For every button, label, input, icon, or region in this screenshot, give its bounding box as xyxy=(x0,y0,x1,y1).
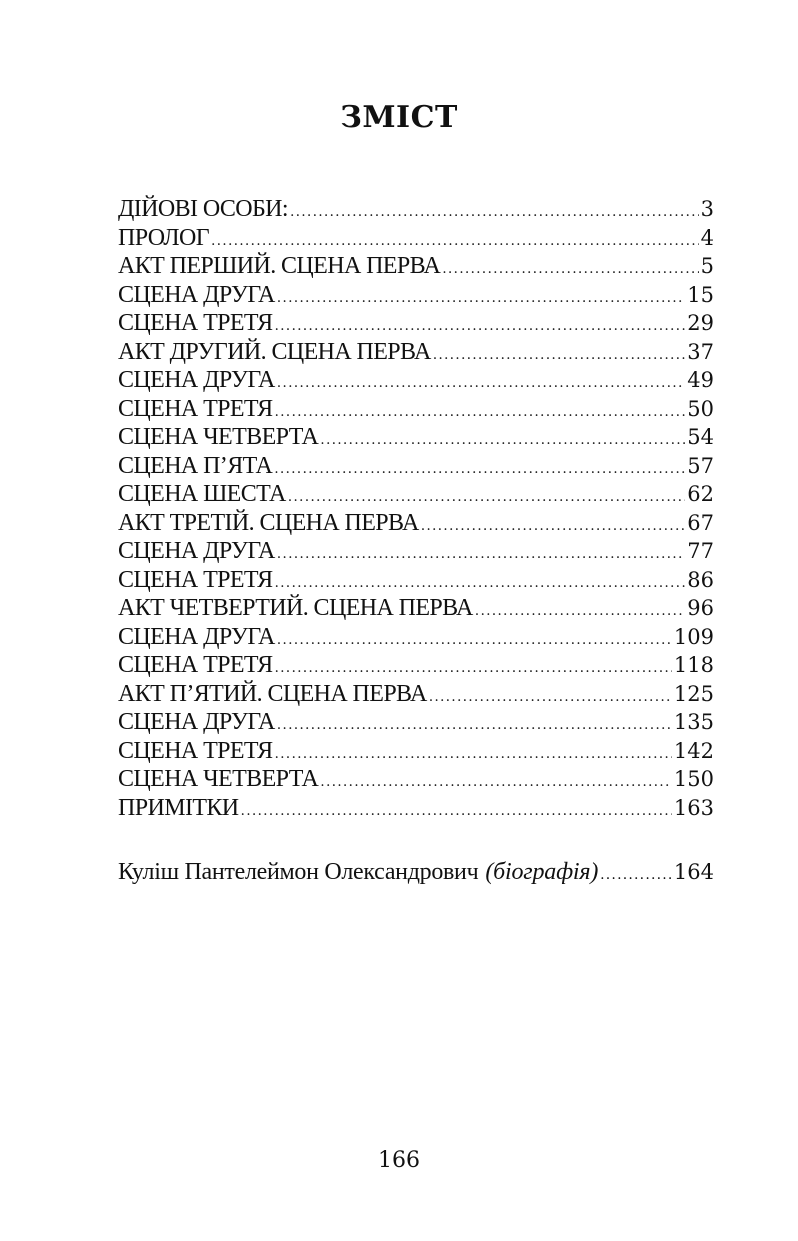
toc-entry-title: ПРИМІТКИ xyxy=(118,794,239,821)
toc-entry-page: 50 xyxy=(687,396,714,421)
toc-entry xyxy=(118,509,714,538)
dot-leader xyxy=(277,369,685,395)
toc-entry-title: АКТ ЧЕТВЕРТИЙ. СЦЕНА ПЕРВА xyxy=(118,595,473,621)
toc-entry-page: 77 xyxy=(687,539,714,563)
toc-entry-page: 163 xyxy=(673,795,714,820)
toc-entry-page: 5 xyxy=(700,254,714,278)
toc-entry-title: АКТ ДРУГИЙ. СЦЕНА ПЕРВА xyxy=(118,338,431,365)
toc-entry-title: ДІЙОВІ ОСОБИ: xyxy=(118,196,288,222)
dot-leader xyxy=(429,683,672,709)
toc-entry xyxy=(118,737,714,766)
dot-leader xyxy=(277,284,685,310)
toc-entry xyxy=(118,309,714,338)
toc-entry xyxy=(118,452,714,481)
toc-entry xyxy=(118,594,714,623)
toc-entry-page: 135 xyxy=(673,710,714,734)
toc-entry-title: СЦЕНА ДРУГА xyxy=(118,367,275,393)
toc-entry-page: 4 xyxy=(700,225,714,250)
toc-entry xyxy=(118,708,714,737)
toc-entry-title: СЦЕНА ТРЕТЯ xyxy=(118,566,273,593)
toc-entry-title: СЦЕНА ТРЕТЯ xyxy=(118,737,273,764)
toc-entry-title: СЦЕНА ТРЕТЯ xyxy=(118,310,273,336)
dot-leader xyxy=(275,654,672,680)
toc-entry-title: СЦЕНА ДРУГА xyxy=(118,538,275,564)
toc-entry xyxy=(118,623,714,652)
toc-entry xyxy=(118,794,714,823)
toc-entry-page: 3 xyxy=(700,197,714,221)
dot-leader xyxy=(421,512,686,538)
toc-entry-page: 96 xyxy=(687,596,714,620)
toc-entry-title: СЦЕНА ТРЕТЯ xyxy=(118,395,273,422)
toc-entry-title: ПРОЛОГ xyxy=(118,224,209,251)
dot-leader xyxy=(475,597,685,623)
dot-leader xyxy=(442,255,698,281)
toc-entry-title: СЦЕНА ДРУГА xyxy=(118,709,275,735)
dot-leader xyxy=(275,740,672,766)
toc-entry-title: СЦЕНА ДРУГА xyxy=(118,281,275,308)
toc-entry-page: 57 xyxy=(687,453,714,478)
toc-entry xyxy=(118,366,714,395)
toc-entry-title: АКТ П’ЯТИЙ. СЦЕНА ПЕРВА xyxy=(118,680,427,707)
toc-entry xyxy=(118,338,714,367)
dot-leader xyxy=(277,540,685,566)
dot-leader xyxy=(320,426,685,452)
dot-leader xyxy=(275,398,686,424)
toc-entry xyxy=(118,395,714,424)
toc-entry-title: СЦЕНА ТРЕТЯ xyxy=(118,652,273,678)
dot-leader xyxy=(277,711,672,737)
toc-entry xyxy=(118,651,714,680)
toc-entry-page: 49 xyxy=(687,368,714,392)
toc-entry-page: 118 xyxy=(673,653,714,677)
toc-entry-page: 109 xyxy=(673,624,714,649)
toc-entry-title: СЦЕНА П’ЯТА xyxy=(118,452,273,479)
dot-leader xyxy=(320,768,672,794)
biography-entry-note: (біографія) xyxy=(485,859,599,885)
dot-leader xyxy=(290,198,699,224)
table-of-contents xyxy=(118,195,714,822)
toc-entry-title: СЦЕНА ДРУГА xyxy=(118,623,275,650)
toc-entry-page: 62 xyxy=(687,482,714,506)
toc-entry xyxy=(118,765,714,794)
toc-entry-page: 54 xyxy=(687,425,714,449)
toc-entry-page: 37 xyxy=(687,339,714,364)
dot-leader xyxy=(277,626,672,652)
page-number: 166 xyxy=(378,1148,420,1173)
dot-leader xyxy=(241,797,672,823)
page-title: ЗМІСТ xyxy=(340,100,458,135)
biography-entry-page: 164 xyxy=(673,860,714,884)
biography-entry xyxy=(118,858,714,889)
toc-entry-title: АКТ ТРЕТІЙ. СЦЕНА ПЕРВА xyxy=(118,509,419,536)
dot-leader xyxy=(288,483,686,509)
toc-entry-title: СЦЕНА ЧЕТВЕРТА xyxy=(118,766,319,792)
toc-entry-title: СЦЕНА ШЕСТА xyxy=(118,481,286,507)
dot-leader xyxy=(433,341,686,367)
biography-entry-name: Куліш Пантелеймон Олександрович xyxy=(118,859,479,885)
toc-entry xyxy=(118,680,714,709)
toc-entry-page: 29 xyxy=(687,311,714,335)
toc-entry xyxy=(118,537,714,566)
dot-leader xyxy=(211,227,699,253)
toc-entry-page: 150 xyxy=(673,767,714,791)
toc-entry xyxy=(118,423,714,452)
dot-leader xyxy=(274,455,685,481)
toc-entry-page: 142 xyxy=(673,738,714,763)
toc-entry-page: 67 xyxy=(687,510,714,535)
toc-entry-page: 125 xyxy=(673,681,714,706)
toc-entry-title: СЦЕНА ЧЕТВЕРТА xyxy=(118,424,319,450)
toc-entry-title: АКТ ПЕРШИЙ. СЦЕНА ПЕРВА xyxy=(118,253,441,279)
toc-entry-page: 86 xyxy=(687,567,714,592)
dot-leader xyxy=(275,569,686,595)
toc-entry-page: 15 xyxy=(687,282,714,307)
toc-entry xyxy=(118,281,714,310)
toc-entry xyxy=(118,224,714,253)
toc-entry xyxy=(118,195,714,224)
toc-entry xyxy=(118,252,714,281)
dot-leader xyxy=(275,312,686,338)
toc-entry xyxy=(118,566,714,595)
toc-entry xyxy=(118,480,714,509)
dot-leader xyxy=(600,861,672,889)
